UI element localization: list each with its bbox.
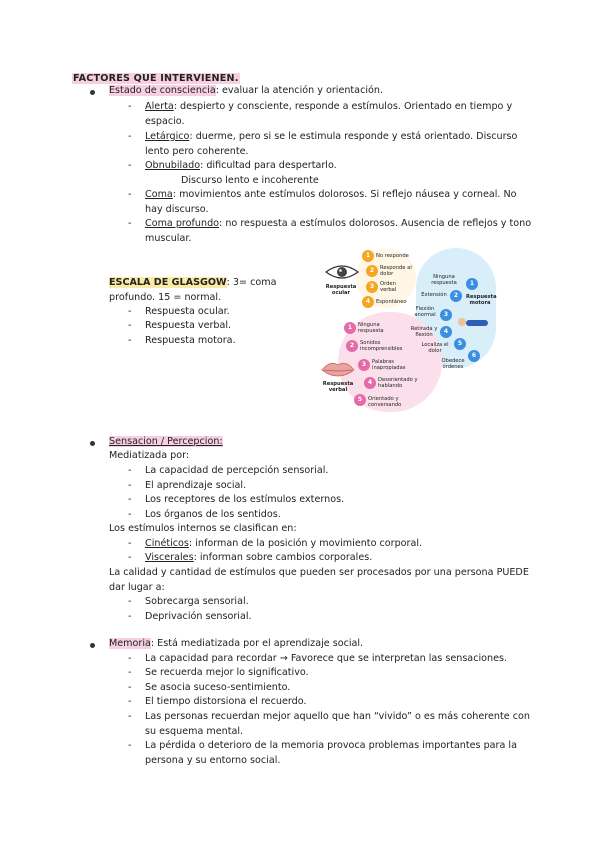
motora-num: 6	[468, 350, 480, 362]
list-item: La capacidad para recordar → Favorece que se interpretan las sensaciones.	[145, 653, 508, 664]
glasgow-heading: ESCALA DE GLASGOW: 3= coma profundo. 15 = normal.	[109, 277, 277, 303]
list-item: Coma profundo: no respuesta a estímulos dolorosos. Ausencia de reflejos y tono muscular.	[145, 218, 532, 244]
motora-num: 3	[440, 309, 452, 321]
ocular-label: No responde	[376, 253, 409, 259]
motora-label: Localiza el dolor	[421, 342, 449, 354]
ocular-num: 3	[366, 281, 378, 293]
list-item: Cinéticos: informan de la posición y movimiento corporal.	[145, 538, 423, 549]
verbal-label: Orientado y conversando	[368, 396, 402, 408]
motora-num: 1	[466, 278, 478, 290]
verbal-num: 3	[358, 359, 370, 371]
page-title: FACTORES QUE INTERVIENEN.	[73, 73, 239, 84]
verbal-num: 2	[346, 340, 358, 352]
ocular-num: 4	[362, 296, 374, 308]
ocular-num: 1	[362, 250, 374, 262]
verbal-label: Ninguna respuesta	[358, 322, 384, 334]
verbal-label: Sonidos incomprensibles	[360, 340, 403, 352]
list-item: Los receptores de los estímulos externos.	[145, 494, 345, 505]
sensacion-heading: Sensacion / Percepcion:	[109, 436, 223, 447]
bullet	[90, 643, 95, 648]
sensacion-intro: Mediatizada por:	[109, 450, 190, 461]
list-item: Los órganos de los sentidos.	[145, 509, 281, 520]
verbal-label: Desorientado y hablando	[378, 377, 418, 389]
list-item: La pérdida o deterioro de la memoria provoca problemas importantes para la persona y su entorno social.	[145, 740, 517, 766]
list-item: Coma: movimientos ante estímulos dolorosos. Si reflejo náusea y corneal. No hay discurso.	[145, 189, 517, 215]
motora-label: Flexión anormal	[414, 306, 436, 318]
motora-num: 2	[450, 290, 462, 302]
motora-label: Ninguna respuesta	[431, 274, 457, 286]
list-item: Alerta: despierto y consciente, responde a estímulos. Orientado en tiempo y espacio.	[145, 101, 513, 127]
ocular-label: Orden verbal	[380, 281, 397, 293]
ocular-label: Responde al dolor	[380, 265, 412, 277]
list-item: Respuesta motora.	[145, 335, 236, 346]
calidad-text: La calidad y cantidad de estímulos que pueden ser procesados por una persona PUEDE dar lugar a:	[109, 567, 529, 593]
list-item: Obnubilado: dificultad para despertarlo. Discurso lento e incoherente	[145, 160, 337, 186]
list-item: El aprendizaje social.	[145, 480, 247, 491]
motora-num: 4	[440, 326, 452, 338]
verbal-title: Respuesta verbal	[322, 381, 354, 393]
motora-label: Extensión	[421, 292, 447, 298]
consciencia-heading: Estado de consciencia: evaluar la atención y orientación.	[109, 85, 384, 96]
glasgow-figure	[316, 246, 497, 412]
bullet	[90, 90, 95, 95]
motora-num: 5	[454, 338, 466, 350]
verbal-num: 4	[364, 377, 376, 389]
ocular-title: Respuesta ocular	[325, 284, 357, 296]
list-item: Se recuerda mejor lo significativo.	[145, 667, 309, 678]
motora-label: Obedece órdenes	[441, 358, 465, 370]
verbal-num: 1	[344, 322, 356, 334]
ocular-label: Espontáneo	[376, 299, 407, 305]
eye-icon	[324, 262, 360, 282]
memoria-heading: Memoria: Está mediatizada por el aprendizaje social.	[109, 638, 364, 649]
ocular-num: 2	[366, 265, 378, 277]
list-item: Respuesta verbal.	[145, 320, 232, 331]
list-item: Viscerales: informan sobre cambios corporales.	[145, 552, 373, 563]
motora-title: Respuesta motora	[466, 294, 497, 306]
lips-icon	[320, 360, 356, 380]
motora-label: Retirada y flexión	[410, 326, 438, 338]
swimmer-icon	[456, 316, 492, 330]
list-item: Se asocia suceso-sentimiento.	[145, 682, 291, 693]
list-item: Letárgico: duerme, pero si se le estimula responde y está orientado. Discurso lento pero coherente.	[145, 131, 518, 157]
list-item: Deprivación sensorial.	[145, 611, 252, 622]
list-item: El tiempo distorsiona el recuerdo.	[145, 696, 307, 707]
bullet	[90, 441, 95, 446]
list-item: La capacidad de percepción sensorial.	[145, 465, 329, 476]
verbal-label: Palabras inapropiadas	[372, 359, 406, 371]
verbal-num: 5	[354, 394, 366, 406]
internos-intro: Los estímulos internos se clasifican en:	[109, 523, 297, 534]
list-item: Las personas recuerdan mejor aquello que han “vivido” o es más coherente con su esquema mental.	[145, 711, 530, 737]
list-item: Sobrecarga sensorial.	[145, 596, 249, 607]
list-item: Respuesta ocular.	[145, 306, 230, 317]
